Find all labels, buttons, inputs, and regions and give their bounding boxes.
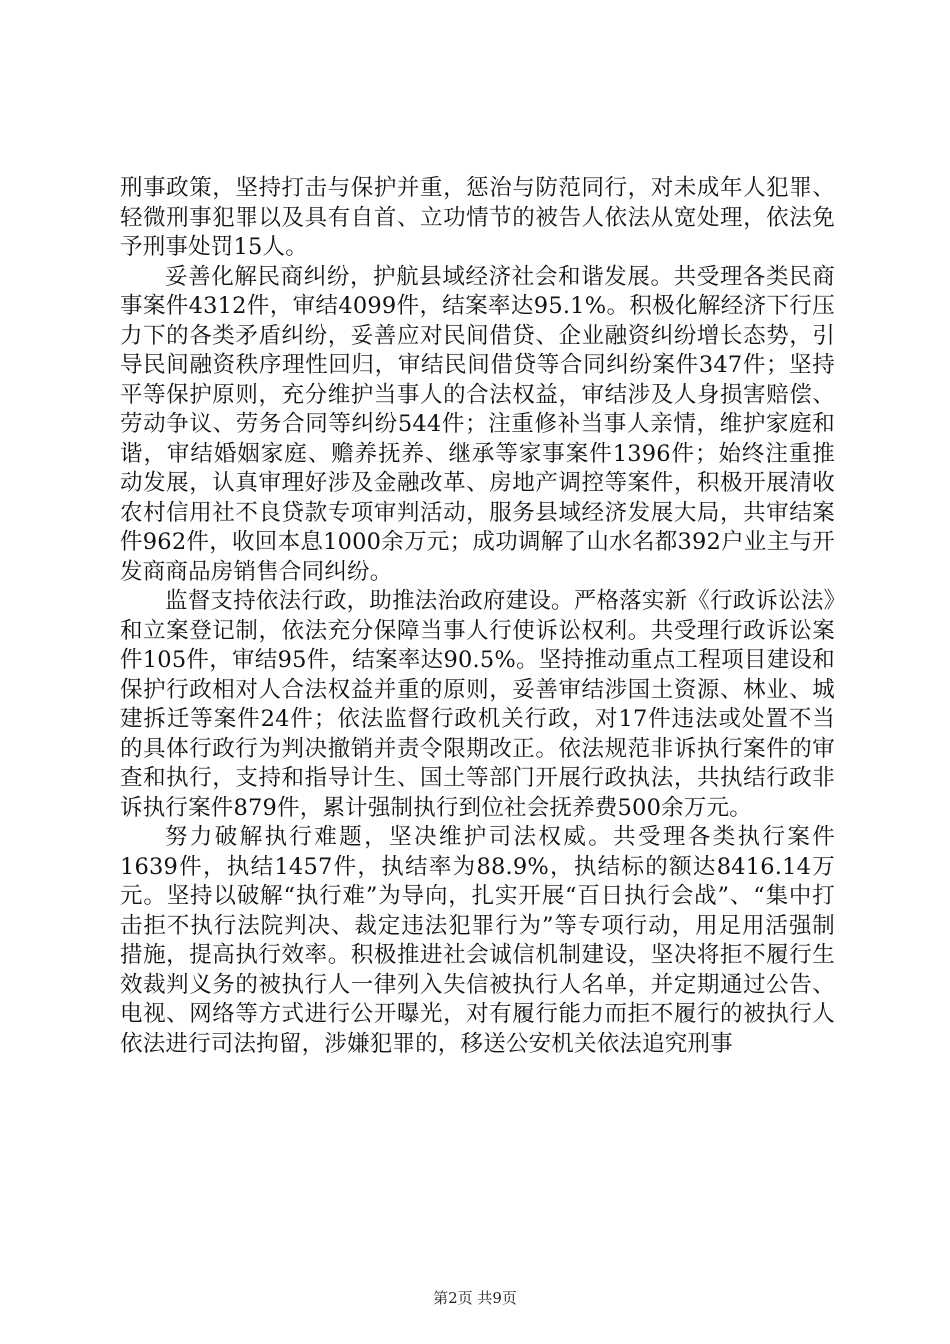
paragraph-2: 妥善化解民商纠纷，护航县域经济社会和谐发展。共受理各类民商事案件4312件，审结4099件，结案率达95.1%。积极化解经济下行压力下的各类矛盾纠纷，妥善应对民间借贷、企业融资纠纷增长态势，引导民间融资秩序理性回归，审结民间借贷等合同纠纷案件347件；坚持平等保护原则，充分维护当事人的合法权益，审结涉及人身损害赔偿、劳动争议、劳务合同等纠纷544件；注重修补当事人亲情，维护家庭和谐，审结婚姻家庭、赡养抚养、继承等家事案件1396件；始终注重推动发展，认真审理好涉及金融改革、房地产调控等案件，积极开展清收农村信用社不良贷款专项审判活动，服务县域经济发展大局，共审结案件962件，收回本息1000余万元；成功调解了山水名都392户业主与开发商商品房销售合同纠纷。	[120, 263, 835, 585]
paragraph-1: 刑事政策，坚持打击与保护并重，惩治与防范同行，对未成年人犯罪、轻微刑事犯罪以及具有自首、立功情节的被告人依法从宽处理，依法免予刑事处罚15人。	[120, 175, 835, 260]
paragraph-4: 努力破解执行难题，坚决维护司法权威。共受理各类执行案件1639件，执结1457件，执结率为88.9%，执结标的额达8416.14万元。坚持以破解“执行难”为导向，扎实开展“百日执行会战”、“集中打击拒不执行法院判决、裁定违法犯罪行为”等专项行动，用足用活强制措施，提高执行效率。积极推进社会诚信机制建设，坚决将拒不履行生效裁判义务的被执行人一律列入失信被执行人名单，并定期通过公告、电视、网络等方式进行公开曝光，对有履行能力而拒不履行的被执行人依法进行司法拘留，涉嫌犯罪的，移送公安机关依法追究刑事	[120, 824, 835, 1057]
document-body	[120, 174, 835, 1059]
page-number-footer: 第2页 共9页	[433, 1289, 517, 1307]
paragraph-3: 监督支持依法行政，助推法治政府建设。严格落实新《行政诉讼法》和立案登记制，依法充分保障当事人行使诉讼权利。共受理行政诉讼案件105件，审结95件，结案率达90.5%。坚持推动重点工程项目建设和保护行政相对人合法权益并重的原则，妥善审结涉国土资源、林业、城建拆迁等案件24件；依法监督行政机关行政，对17件违法或处置不当的具体行政行为判决撤销并责令限期改正。依法规范非诉执行案件的审查和执行，支持和指导计生、国土等部门开展行政执法，共执结行政非诉执行案件879件，累计强制执行到位社会抚养费500余万元。	[120, 588, 835, 821]
